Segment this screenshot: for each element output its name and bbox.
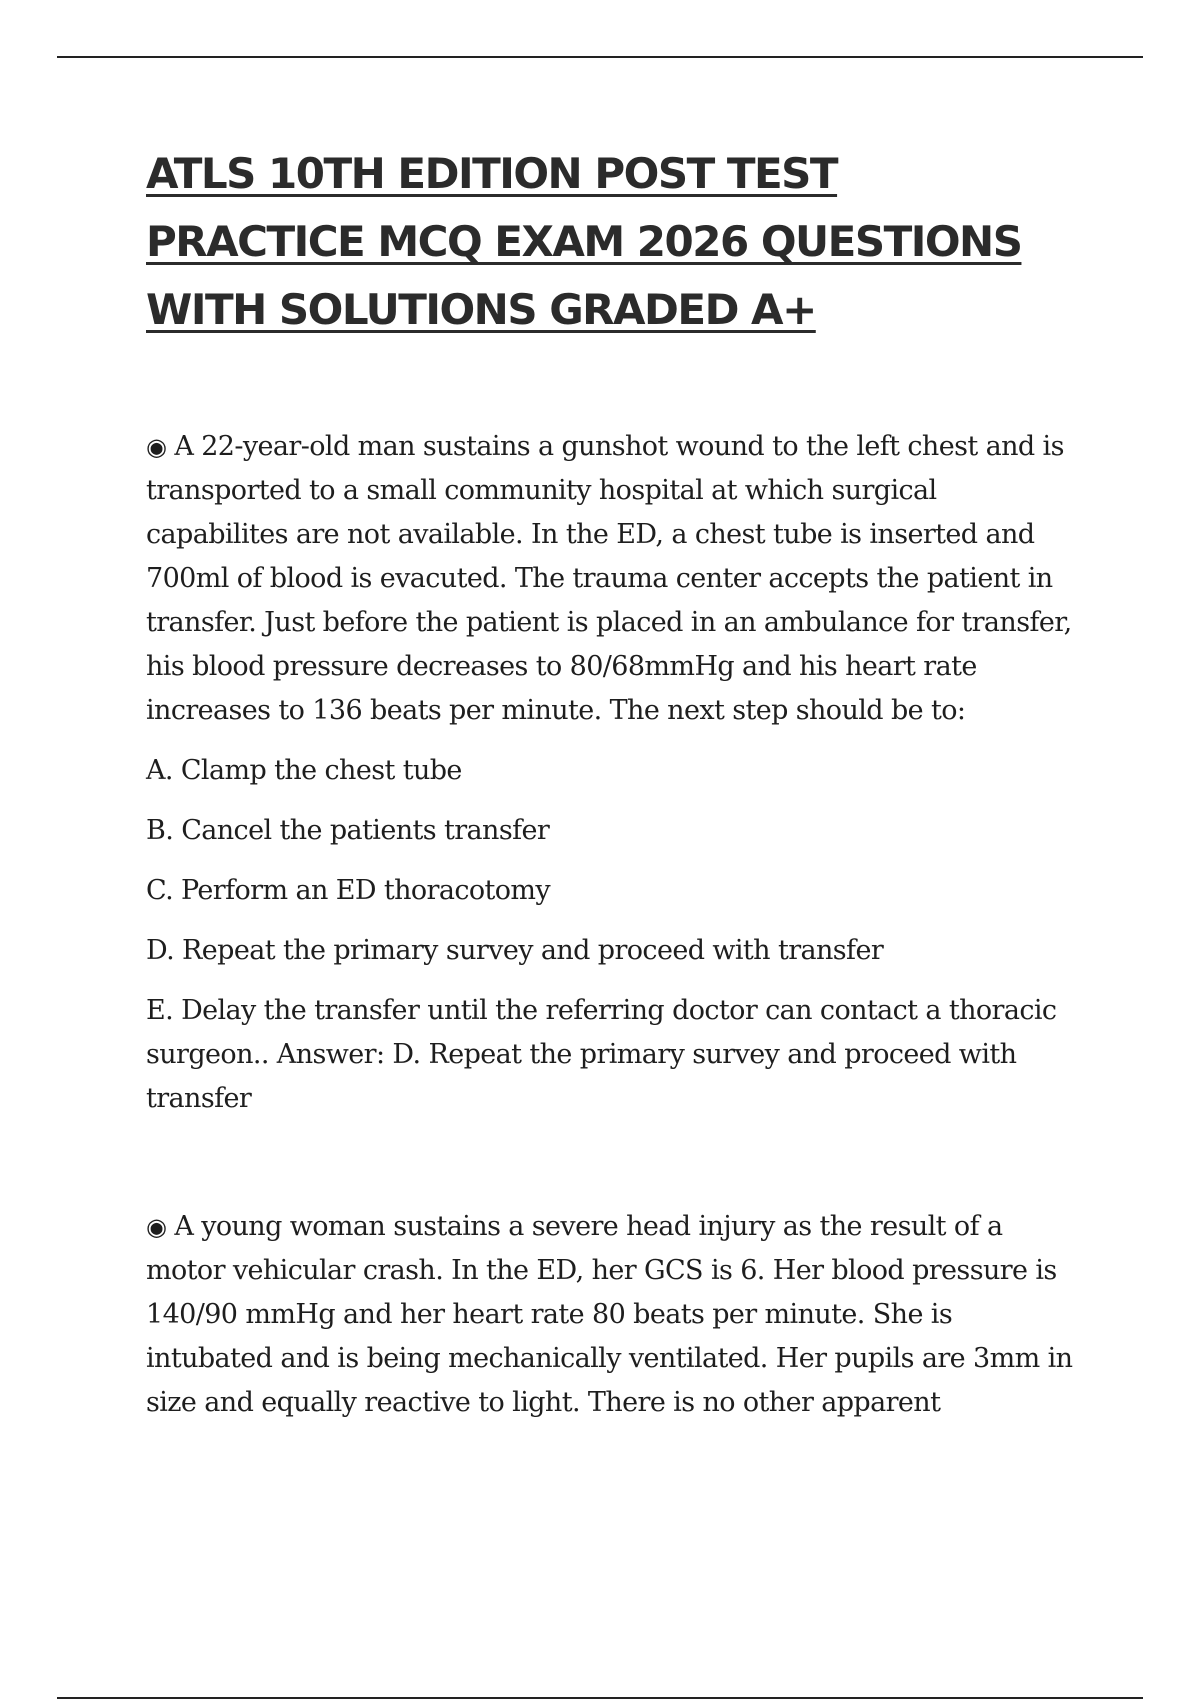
question-stem <box>146 425 1086 733</box>
radio-bullet-icon: ◉ <box>146 433 167 461</box>
question-2 <box>146 1205 1086 1425</box>
document-body <box>146 425 1086 1425</box>
document-title: ATLS 10TH EDITION POST TEST PRACTICE MCQ EXAM 2026 QUESTIONS WITH SOLUTIONS GRADED A+ <box>146 149 1022 334</box>
top-rule <box>57 56 1143 58</box>
option-b: B. Cancel the patients transfer <box>146 815 550 846</box>
option-e-answer: E. Delay the transfer until the referring doctor can contact a thoracic surgeon.. Answer: D. Repeat the primary survey and proceed with transfer <box>146 995 1057 1114</box>
option-c: C. Perform an ED thoracotomy <box>146 875 551 906</box>
bottom-rule <box>57 1697 1143 1699</box>
question-stem <box>146 1205 1086 1425</box>
radio-bullet-icon: ◉ <box>146 1213 167 1241</box>
question-1 <box>146 425 1086 1121</box>
option-d: D. Repeat the primary survey and proceed with transfer <box>146 935 884 966</box>
question-stem-text: A young woman sustains a severe head injury as the result of a motor vehicular crash. In the ED, her GCS is 6. Her blood pressure is 140/90 mmHg and her heart rate 80 beats per minute. She is intubated and is being mechanically ventilated. Her pupils are 3mm in size and equally reactive to light. There is no other apparent <box>146 1211 1073 1418</box>
option-a: A. Clamp the chest tube <box>146 755 462 786</box>
question-stem-text: A 22-year-old man sustains a gunshot wound to the left chest and is transported to a small community hospital at which surgical capabilites are not available. In the ED, a chest tube is inserted and 700ml of blood is evacuted. The trauma center accepts the patient in transfer. Just before the patient is placed in an ambulance for transfer, his blood pressure decreases to 80/68mmHg and his heart rate increases to 136 beats per minute. The next step should be to: <box>146 431 1072 726</box>
